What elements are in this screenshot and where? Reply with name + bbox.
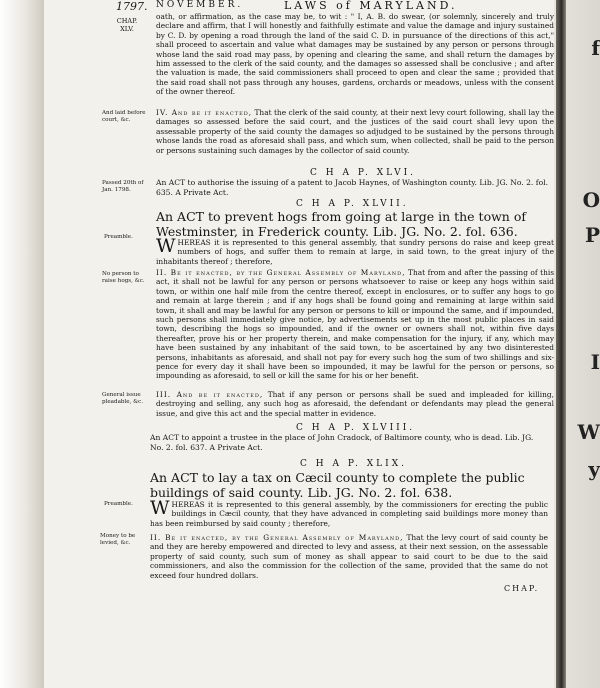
act-title: An ACT to lay a tax on Cæcil county to complete the public buildings of said county. Lib. JG. No. 2. fol. 638.	[150, 470, 525, 500]
page-month: NOVEMBER.	[156, 0, 244, 10]
running-title: LAWS of MARYLAND.	[284, 0, 458, 12]
section-iv: IV. And be it enacted, That the clerk of the said county, at their next levy court following, shall lay the damages so assessed before the said court, and the justices of the said court shall levy upon the assessable property of the said county the damages so adjudged to be sustained by the persons through whose lands the road as aforesaid shall pass, and which sum, when collected, shall be paid to the person or persons sustaining such damages by the collector of said county.	[156, 108, 554, 155]
margin-note: Preamble.	[104, 501, 133, 507]
next-page-edge-letter: y	[588, 457, 600, 481]
act-title: An ACT to appoint a trustee in the place of John Cradock, of Baltimore county, who is dead. Lib. JG. No. 2. fol. 637. A Private Act.	[150, 433, 534, 452]
chapter-heading: C H A P. XLVI.	[310, 168, 417, 178]
catchword: CHAP.	[504, 584, 540, 593]
continued-paragraph: oath, or affirmation, as the case may be, to wit : " I, A. B. do swear, (or solemnly, sincerely and truly declare and affirm, that I will honestly and faithfully estimate and value the damage and injury sustained by C. D. by opening a road through the land of the said C. D. in pursuance of the directions of this act," shall proceed to ascertain and value what damages may be sustained by any person or persons through whose land the said road may pass, by opening and clearing the same, and shall return the damages by him assessed to the clerk of the said county, and the damages so assessed shall be conclusive ; and after the valuation is made, the said commissioners shall proceed to open and clear the same ; provided that the said road shall not pass through any houses, gardens, orchards or meadows, unless with the consent of the owner thereof.	[156, 12, 554, 97]
next-page-edge-letter: W	[577, 420, 600, 444]
section-ii: II. Be it enacted, by the General Assembly of Maryland, That the levy court of said county be and they are hereby empowered and directed to levy and assess, at their next session, on the assessable property of said county, such sum of money as shall appear to said court to be due to the said commissioners, and also the commission for the collection of the same, provided that the same do not exceed four hundred dollars.	[150, 533, 548, 580]
margin-note: No person to raise hogs, &c.	[102, 271, 145, 284]
margin-note: And laid before court, &c.	[102, 110, 146, 123]
next-page-edge-letter: I	[590, 350, 600, 374]
section-ii: II. Be it enacted, by the General Assembly of Maryland, That from and after the passing of this act, it shall not be lawful for any person or persons whatsoever to raise or keep any hogs within said town, or within one half mile from the centre thereof, except in enclosures, or to suffer any hogs to go and remain at large therein ; and if any hogs shall be found going and remaining at large within said town, it shall and may be lawful for any person or persons to kill or impound the same, and if impounded, such persons shall immediately give notice, by advertisements set up in the most public places in said town, describing the hogs so impounded, and if the owner or owners shall not, within five days thereafter, prove his or her property therein, and make compensation for the injury, if any, which may have been sustained by any inhabitant of the said town, to be ascertained by any two disinterested persons, inhabitants as aforesaid, and shall not pay for every such hog the sum of two shillings and six-pence for every day it shall have been so impounded, it may be lawful for the person or persons, so impounding as aforesaid, to sell or kill the same for his or her benefit.	[156, 268, 554, 381]
book-binding	[556, 0, 566, 688]
next-page-edge-letter: O	[582, 188, 600, 212]
margin-note: Passed 20th of Jan. 1798.	[102, 180, 144, 193]
act-title: An ACT to authorise the issuing of a patent to Jacob Haynes, of Washington county. Lib. JG. No. 2. fol. 635. A Private Act.	[156, 178, 548, 197]
margin-note: Money to be levied, &c.	[100, 533, 136, 546]
page-year: 1797.	[116, 0, 148, 13]
preamble: WHEREAS it is represented to this general assembly, by the commissioners for erecting the public buildings in Cæcil county, that they have advanced in completing said buildings more money than has been reimbursed by said county ; therefore,	[150, 497, 548, 528]
act-title: An ACT to prevent hogs from going at large in the town of Westminster, in Frederick county. Lib. JG. No. 2. fol. 636.	[156, 209, 526, 239]
next-page-edge-letter: f	[591, 36, 600, 60]
left-page-shadow	[0, 0, 44, 688]
chapter-heading: C H A P. XLVII.	[296, 199, 409, 209]
next-page-edge-letter: P	[584, 223, 600, 247]
margin-note: Preamble.	[104, 234, 133, 240]
margin-note: General issue pleadable, &c.	[102, 392, 144, 405]
chapter-heading: C H A P. XLVIII.	[296, 423, 416, 433]
preamble: WHEREAS it is represented to this general assembly, that sundry persons do raise and keep great numbers of hogs, and suffer them to remain at large, in said town, to the great injury of the inhabitants thereof ; therefore,	[156, 235, 554, 266]
chapter-heading: C H A P. XLIX.	[300, 459, 407, 469]
section-iii: III. And be it enacted, That if any person or persons shall be sued and impleaded for killing, destroying and selling, any such hog as aforesaid, the defendant or defendants may plead the general issue, and give this act and the special matter in evidence.	[156, 390, 554, 418]
margin-chapter-label: CHAP. XLV.	[116, 17, 138, 33]
